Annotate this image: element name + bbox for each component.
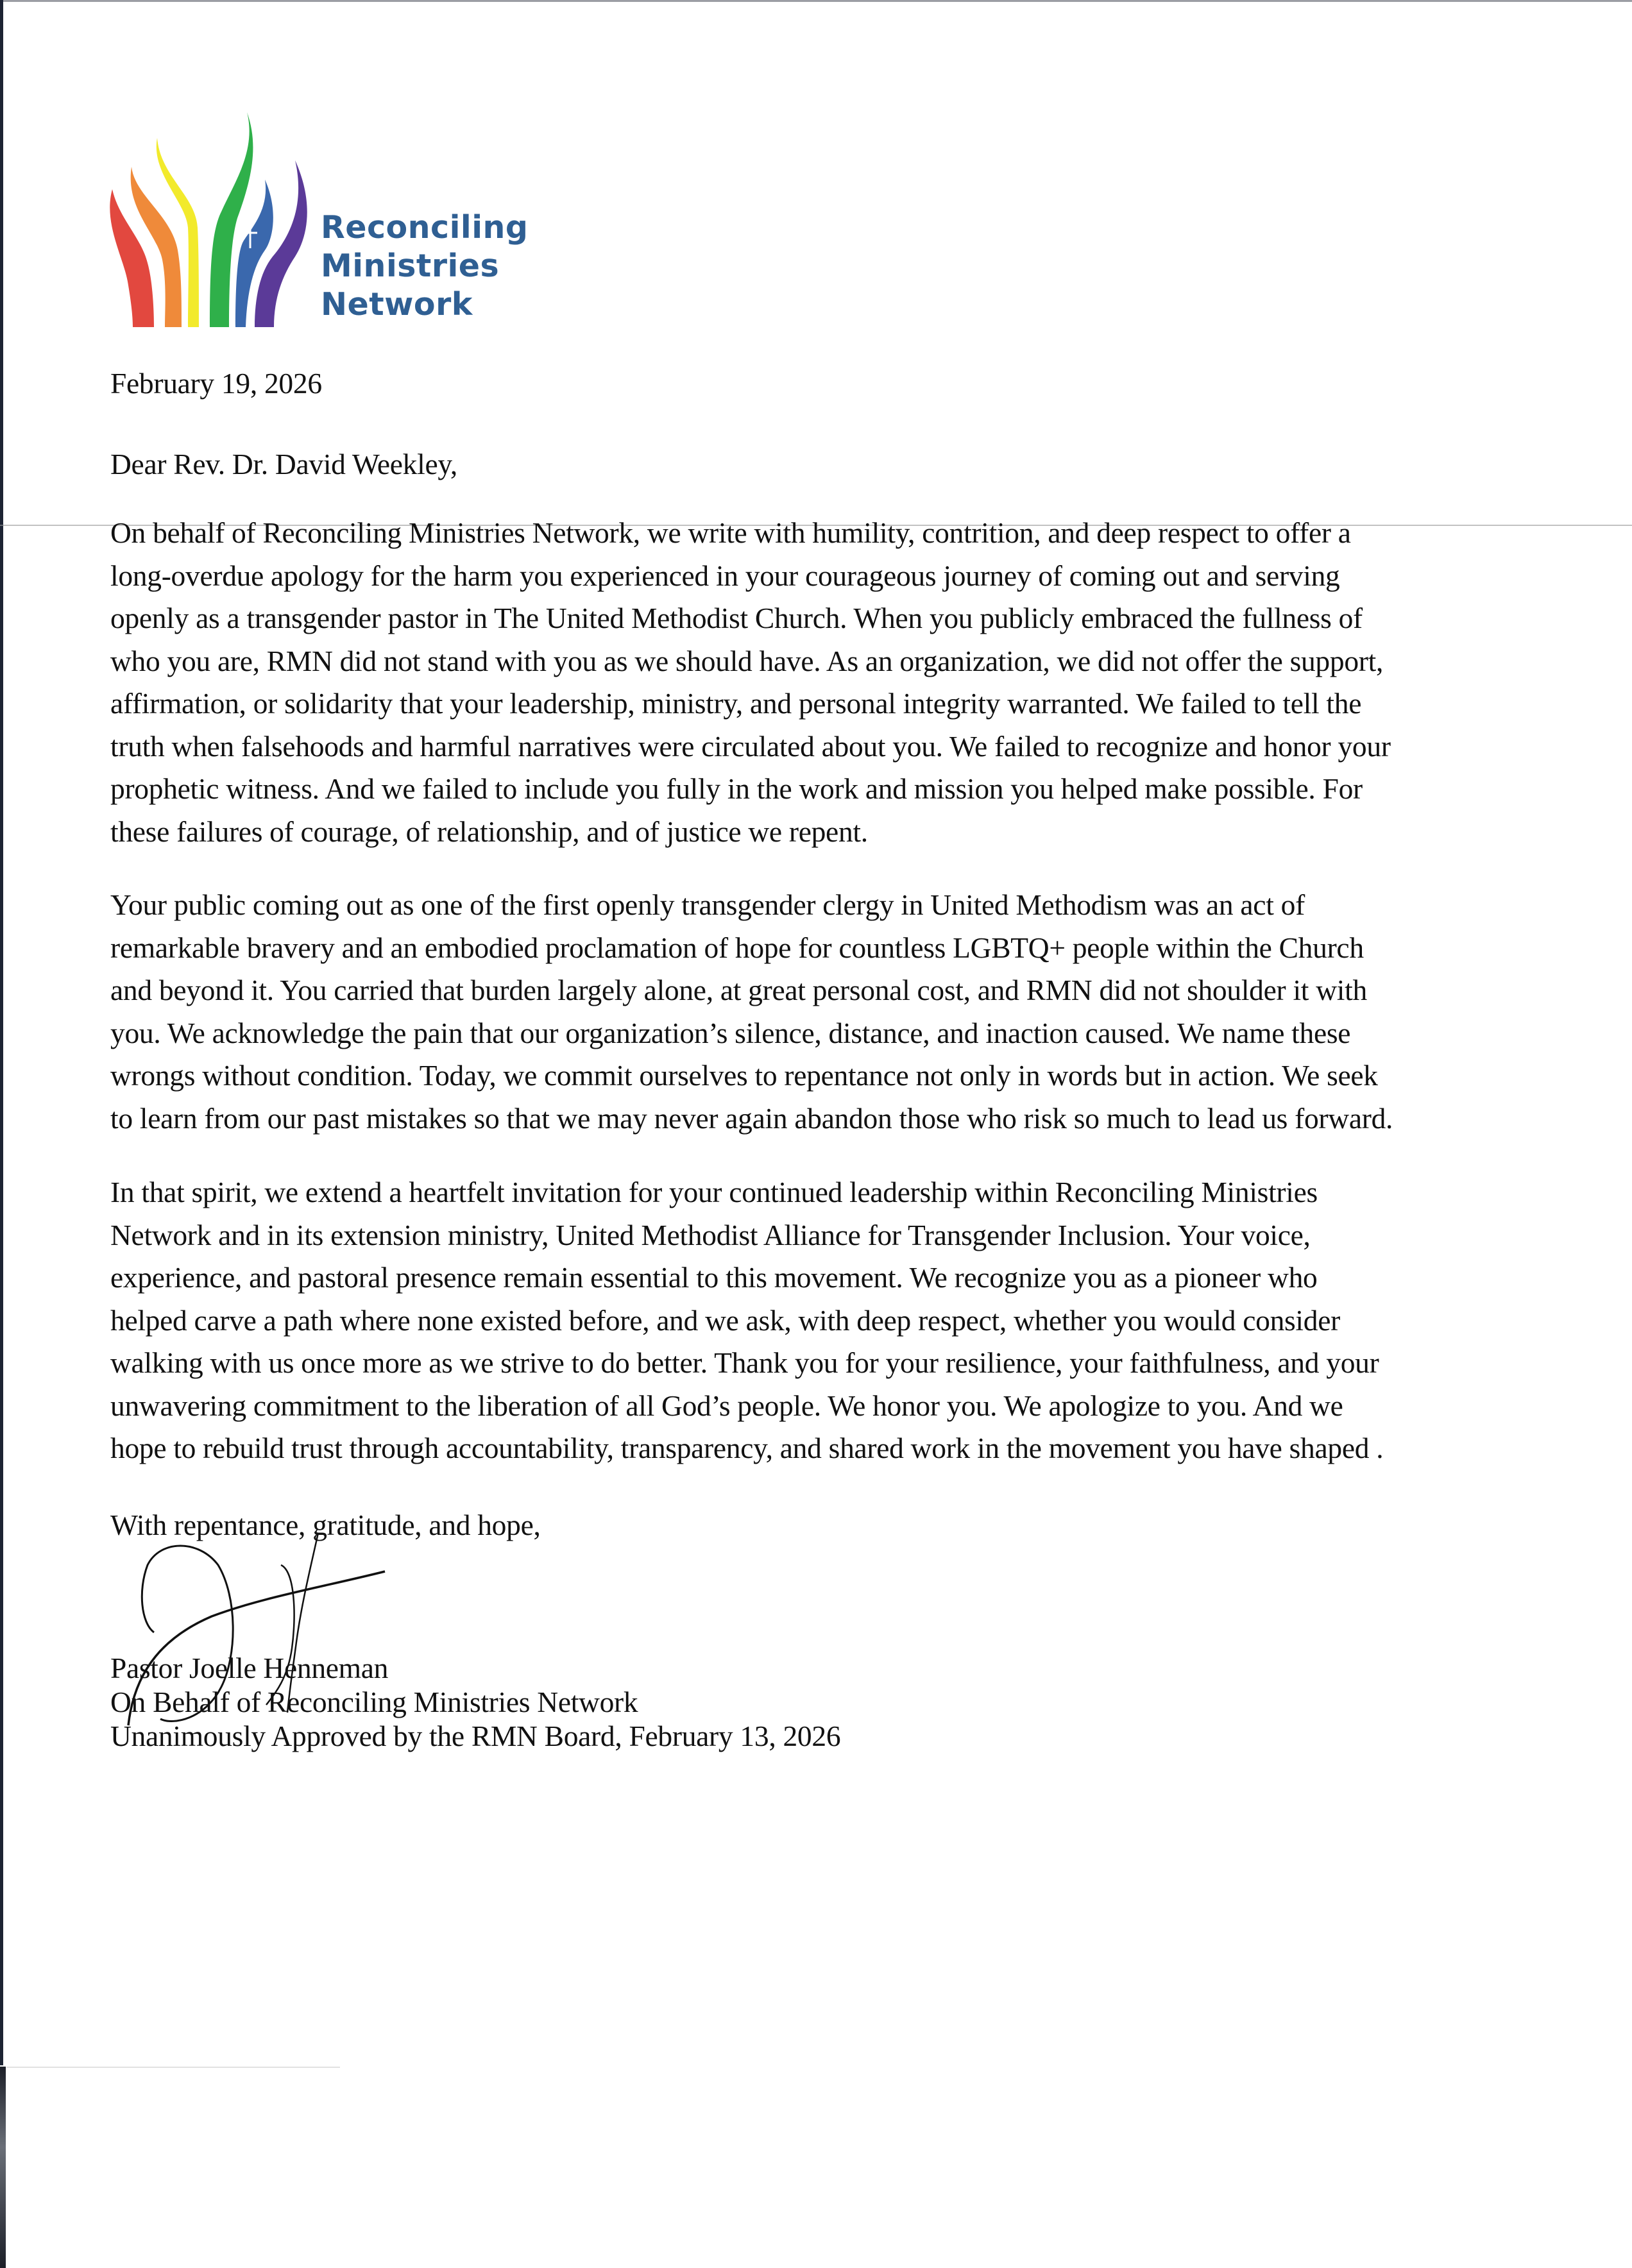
paragraph-line: walking with us once more as we strive to do better. Thank you for your resilience, your faithfulness, and your: [110, 1346, 1379, 1379]
paragraph-line: to learn from our past mistakes so that we may never again abandon those who risk so much to lead us forward.: [110, 1101, 1393, 1135]
paragraph-line: who you are, RMN did not stand with you as we should have. As an organization, we did not offer the support,: [110, 644, 1384, 677]
paragraph-line: affirmation, or solidarity that your leadership, ministry, and personal integrity warranted. We failed to tell the: [110, 687, 1362, 720]
letterhead-logo: [106, 112, 529, 330]
paragraph-line: unwavering commitment to the liberation of all God’s people. We honor you. We apologize to you. And we: [110, 1389, 1343, 1422]
paragraph-line: remarkable bravery and an embodied proclamation of hope for countless LGBTQ+ people within the Church: [110, 931, 1364, 964]
paragraph-line: In that spirit, we extend a heartfelt invitation for your continued leadership within Reconciling Ministries: [110, 1176, 1318, 1208]
scan-edge-left: [0, 0, 3, 2065]
scan-edge-left-bottom: [0, 2067, 6, 2268]
paragraph-line: Network and in its extension ministry, United Methodist Alliance for Transgender Inclusion. Your voice,: [110, 1218, 1311, 1251]
paragraph-line: helped carve a path where none existed before, and we ask, with deep respect, whether you would consider: [110, 1303, 1340, 1337]
paragraph-line: wrongs without condition. Today, we commit ourselves to repentance not only in words but in action. We seek: [110, 1059, 1378, 1092]
paragraph-line: openly as a transgender pastor in The United Methodist Church. When you publicly embraced the fullness of: [110, 602, 1363, 634]
org-name-line: Ministries: [321, 248, 500, 284]
paragraph-line: hope to rebuild trust through accountability, transparency, and shared work in the movement you have shaped .: [110, 1432, 1384, 1464]
org-name-line: Reconciling: [321, 209, 529, 246]
body-paragraph-2: [110, 884, 1547, 1140]
paragraph-line: you. We acknowledge the pain that our organization’s silence, distance, and inaction caused. We name these: [110, 1016, 1351, 1049]
paragraph-line: and beyond it. You carried that burden largely alone, at great personal cost, and RMN did not shoulder it with: [110, 974, 1367, 1006]
paragraph-line: On behalf of Reconciling Ministries Network, we write with humility, contrition, and deep respect to offer a: [110, 516, 1351, 549]
org-name-wordmark: [321, 208, 528, 324]
paragraph-line: truth when falsehoods and harmful narratives were circulated about you. We failed to recognize and honor your: [110, 729, 1391, 763]
paragraph-line: these failures of courage, of relationship, and of justice we repent.: [110, 815, 868, 848]
rmn-flame-icon: [106, 112, 318, 330]
board-approval-note: Unanimously Approved by the RMN Board, February 13, 2026: [110, 1720, 841, 1752]
paragraph-line: prophetic witness. And we failed to include you fully in the work and mission you helped make possible. For: [110, 772, 1363, 805]
org-name-line: Network: [321, 286, 473, 323]
paragraph-line: long-overdue apology for the harm you experienced in your courageous journey of coming out and serving: [110, 559, 1340, 592]
scan-artifact-line: [6, 2067, 340, 2068]
body-paragraph-1: [110, 512, 1547, 853]
paragraph-line: experience, and pastoral presence remain essential to this movement. We recognize you as a pioneer who: [110, 1261, 1318, 1294]
closing: With repentance, gratitude, and hope,: [110, 1509, 541, 1541]
salutation: Dear Rev. Dr. David Weekley,: [110, 448, 457, 480]
signatory-affiliation: On Behalf of Reconciling Ministries Network: [110, 1686, 638, 1718]
paragraph-line: Your public coming out as one of the first openly transgender clergy in United Methodism was an act of: [110, 888, 1305, 921]
scan-edge-top: [0, 0, 1632, 2]
letter-date: February 19, 2026: [110, 367, 322, 400]
body-paragraph-3: [110, 1171, 1547, 1470]
signatory-name: Pastor Joelle Henneman: [110, 1652, 389, 1684]
